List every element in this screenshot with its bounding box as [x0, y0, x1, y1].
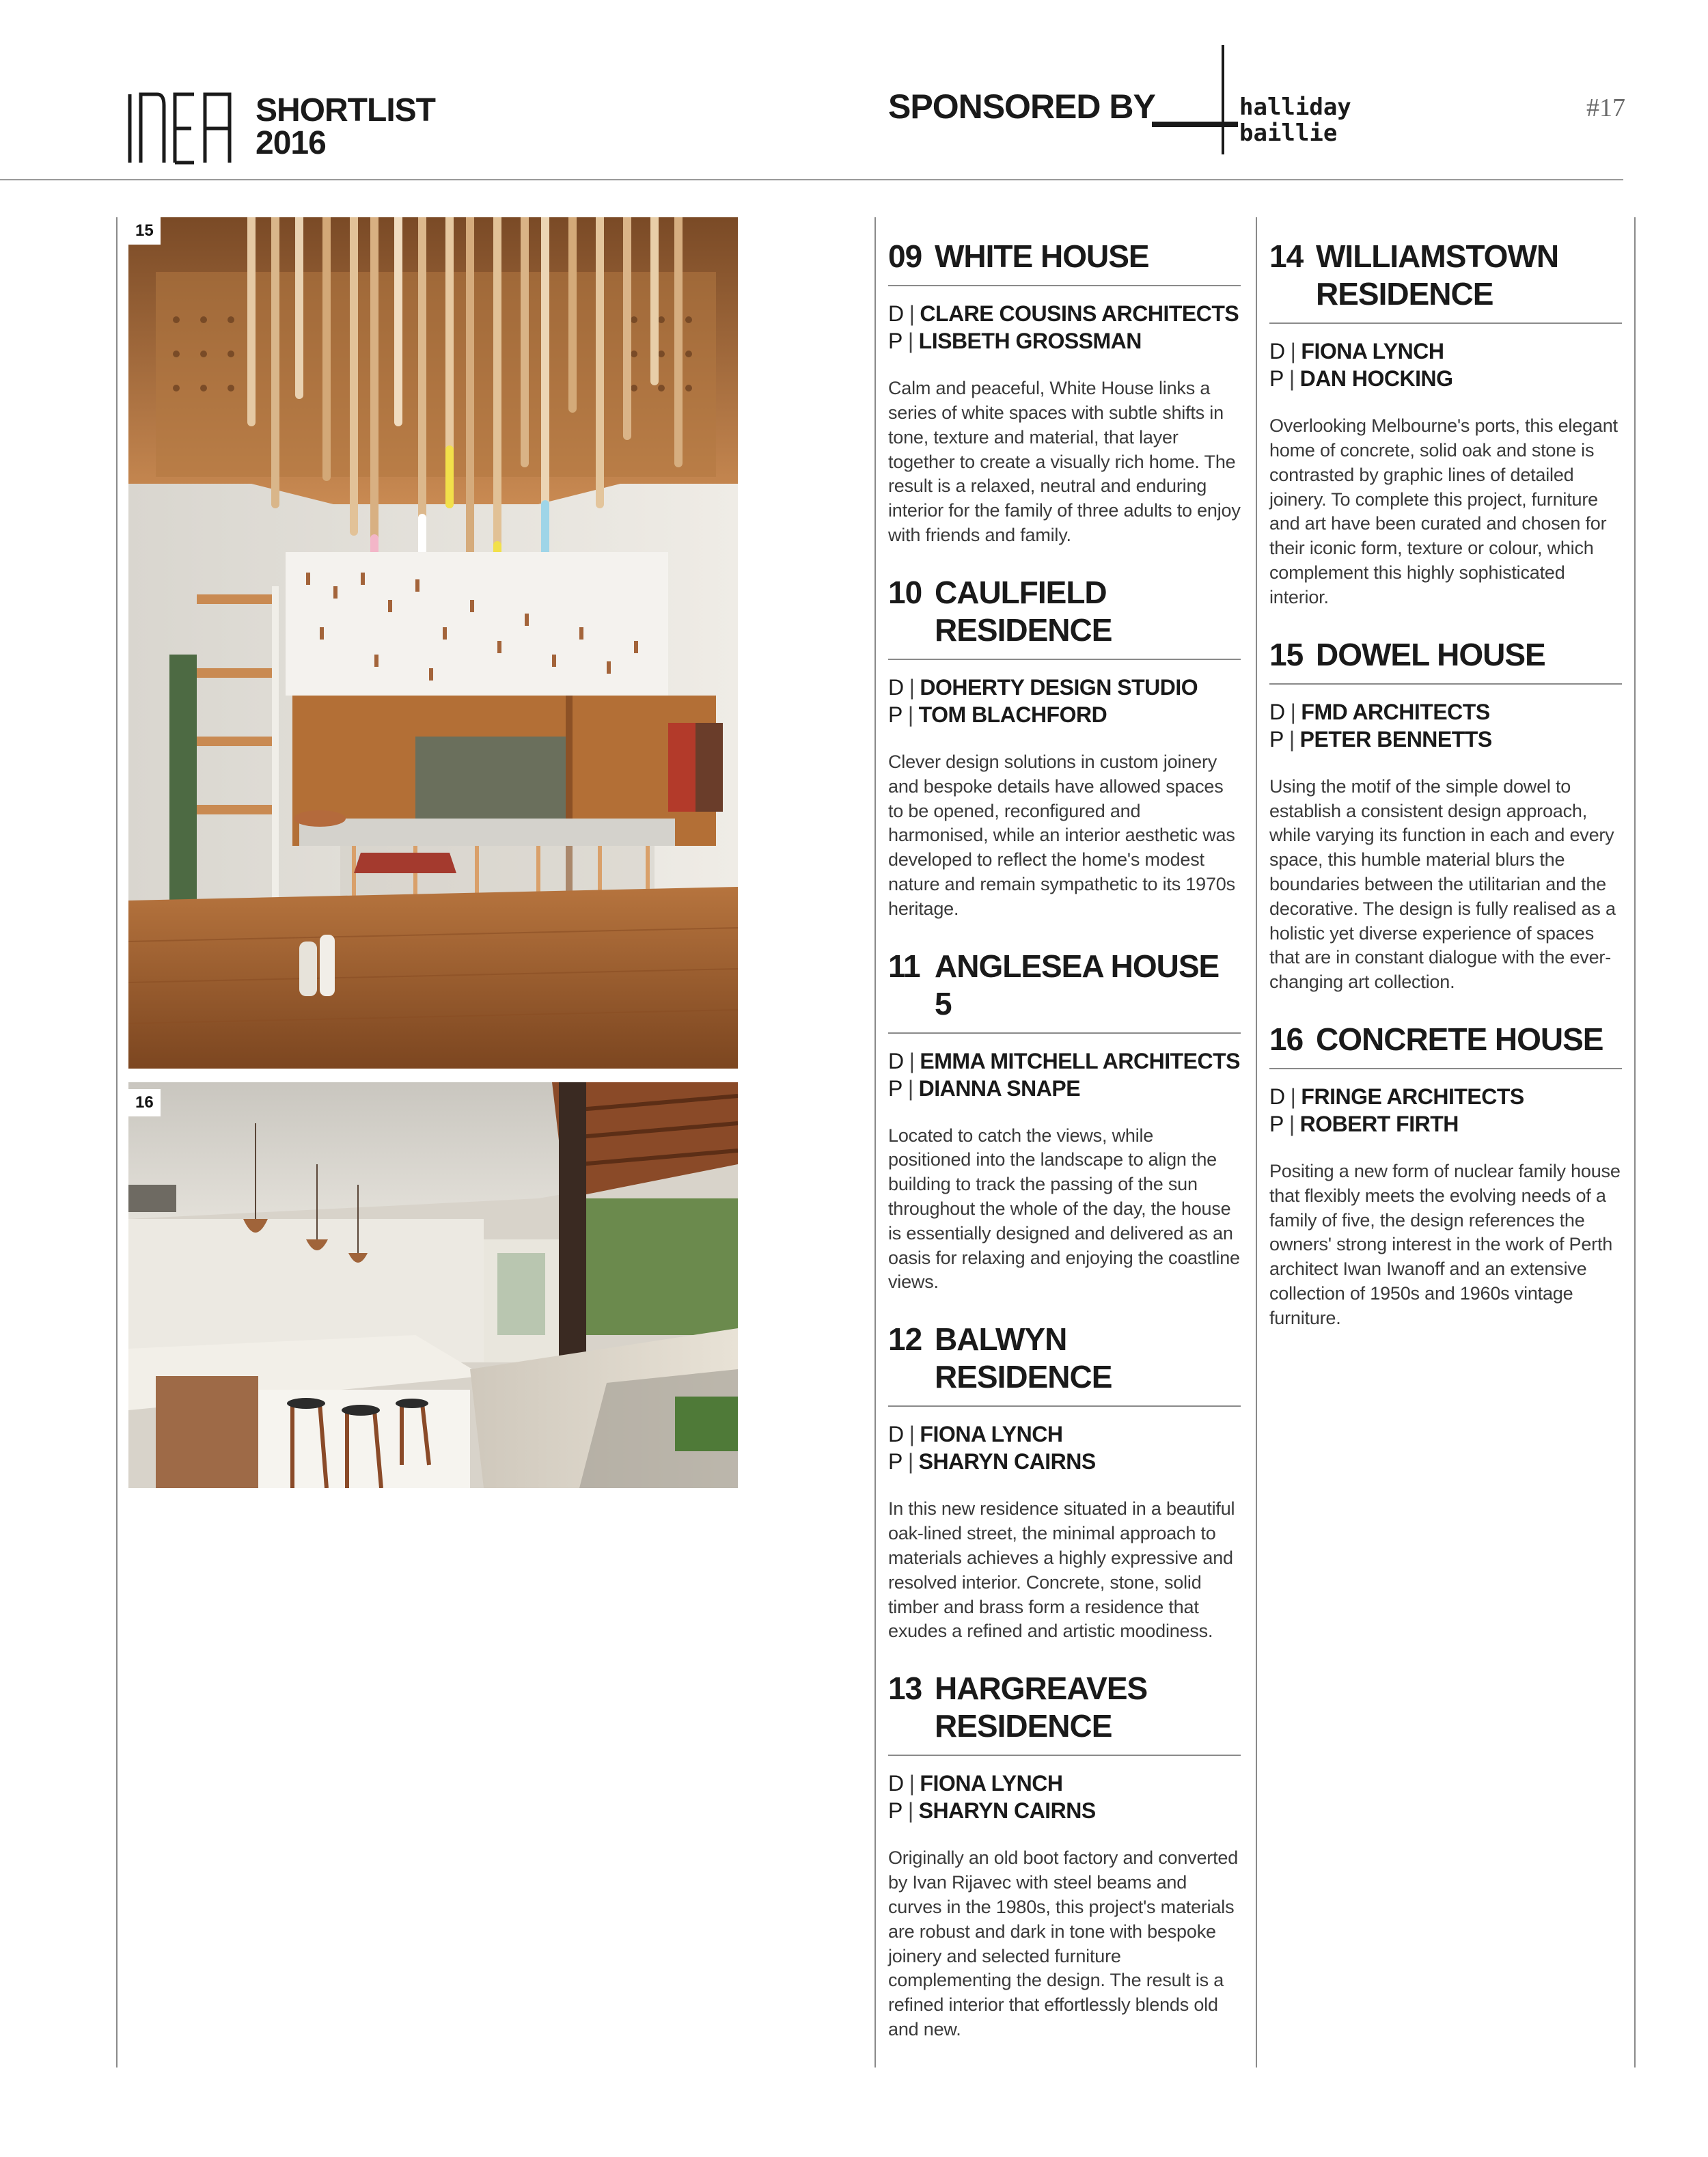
photo-label-16: 16: [128, 1089, 161, 1116]
credit-separator: |: [1290, 339, 1296, 364]
designer-name: FIONA LYNCH: [920, 1422, 1063, 1447]
project-number: 12: [888, 1321, 922, 1358]
designer-credit: [888, 1047, 1241, 1075]
designer-name: FIONA LYNCH: [920, 1771, 1063, 1796]
photographer-name: ROBERT FIRTH: [1299, 1112, 1459, 1137]
photographer-label: P: [888, 329, 903, 354]
project-name: HARGREAVES RESIDENCE: [935, 1671, 1148, 1744]
photographer-credit: [888, 1797, 1241, 1824]
designer-credit: [888, 674, 1241, 701]
shortlist-year: 2016: [256, 125, 326, 161]
sponsor-name: [1239, 94, 1351, 146]
project-entry-15: [1269, 636, 1622, 995]
project-name: BALWYN RESIDENCE: [935, 1321, 1112, 1395]
project-title: [888, 238, 1241, 286]
designer-name: FIONA LYNCH: [1301, 339, 1444, 364]
photographer-label: P: [888, 702, 903, 727]
project-entry-11: [888, 948, 1241, 1295]
designer-credit: [888, 1770, 1241, 1797]
photographer-credit: [888, 1448, 1241, 1475]
project-description: Located to catch the views, while positioned into the landscape to align the building to track the passing of the sun throughout the whole of the day, the house is essentially designed and delivered as an oasis for relaxing and enjoying the coastline views.: [888, 1125, 1240, 1293]
project-number: 16: [1269, 1021, 1304, 1058]
designer-name: FRINGE ARCHITECTS: [1301, 1084, 1524, 1110]
photo-label-15: 15: [128, 217, 161, 245]
credit-separator: |: [1290, 1084, 1296, 1110]
designer-credit: [888, 1420, 1241, 1448]
idea-logo: [127, 92, 234, 165]
designer-label: D: [1269, 1084, 1285, 1110]
project-name: CAULFIELD RESIDENCE: [935, 574, 1112, 648]
designer-label: D: [1269, 699, 1285, 724]
project-title: [888, 948, 1241, 1034]
credit-separator: |: [1289, 1112, 1295, 1137]
designer-name: EMMA MITCHELL ARCHITECTS: [920, 1048, 1240, 1073]
designer-label: D: [888, 1048, 904, 1073]
credit-separator: |: [907, 1798, 913, 1824]
designer-name: FMD ARCHITECTS: [1301, 699, 1490, 724]
designer-credit: [1269, 698, 1622, 726]
credit-separator: |: [907, 1075, 913, 1101]
sponsor-line2: baillie: [1239, 120, 1338, 147]
project-title: [1269, 636, 1622, 685]
credit-separator: |: [909, 1422, 915, 1447]
project-title: [888, 1670, 1241, 1756]
photographer-label: P: [1269, 726, 1284, 752]
photographer-name: LISBETH GROSSMAN: [918, 329, 1142, 354]
project-entry-10: [888, 574, 1241, 922]
credit-separator: |: [909, 1048, 915, 1073]
photographer-name: DIANNA SNAPE: [918, 1075, 1081, 1101]
project-description: Calm and peaceful, White House links a series of white spaces with subtle shifts in tone, texture and material, that layer together to create a visually rich home. The result is a relaxed, neutral and enduring interior for the family of three adults to enjoy with friends and family.: [888, 378, 1241, 545]
designer-label: D: [1269, 339, 1285, 364]
left-margin-divider: [116, 217, 118, 2067]
credit-separator: |: [1290, 699, 1296, 724]
column-divider-3: [1634, 217, 1636, 2067]
project-description: Overlooking Melbourne's ports, this elegant home of concrete, solid oak and stone is contrasted by graphic lines of detailed joinery. To complete this project, furniture and art have been curated and chosen for their iconic form, texture or colour, which complement this highly sophisticated interior.: [1269, 415, 1618, 607]
designer-name: CLARE COUSINS ARCHITECTS: [920, 301, 1239, 327]
project-entry-09: [888, 238, 1241, 548]
project-title: [888, 574, 1241, 660]
photographer-credit: [1269, 365, 1622, 392]
photographer-label: P: [888, 1075, 903, 1101]
credit-separator: |: [909, 301, 915, 327]
project-column-2: [1269, 212, 1622, 1331]
project-name: DOWEL HOUSE: [1316, 636, 1545, 672]
project-column-1: [888, 212, 1241, 2042]
photographer-credit: [888, 1075, 1241, 1102]
photographer-label: P: [888, 1449, 903, 1474]
designer-label: D: [888, 674, 904, 700]
project-entry-14: [1269, 238, 1622, 609]
designer-credit: [1269, 1083, 1622, 1110]
project-entry-12: [888, 1321, 1241, 1644]
designer-credit: [888, 300, 1241, 327]
project-description: Clever design solutions in custom joinery and bespoke details have allowed spaces to be opened, reconfigured and harmonised, while an interior aesthetic was developed to reflect the home's modest nature and remain sympathetic to its 1970s heritage.: [888, 751, 1235, 919]
project-number: 14: [1269, 238, 1304, 275]
photographer-name: TOM BLACHFORD: [918, 702, 1107, 727]
column-divider-1: [874, 217, 876, 2067]
project-number: 15: [1269, 636, 1304, 672]
photographer-credit: [888, 327, 1241, 355]
credit-separator: |: [909, 674, 915, 700]
photographer-label: P: [1269, 366, 1284, 391]
project-number: 09: [888, 238, 922, 275]
photographer-name: PETER BENNETTS: [1299, 726, 1492, 752]
project-description: Using the motif of the simple dowel to establish a consistent design approach, while varying its function in each and every space, this humble material blurs the boundaries between the utilitarian and the decorative. The design is fully realised as a holistic yet diverse experience of spaces that are in constant dialogue with the ever-changing art collection.: [1269, 775, 1616, 993]
designer-name: DOHERTY DESIGN STUDIO: [920, 674, 1198, 700]
project-entry-13: [888, 1670, 1241, 2042]
header-divider: [0, 179, 1623, 180]
project-name: WHITE HOUSE: [935, 238, 1149, 275]
column-divider-2: [1256, 217, 1257, 2067]
credit-separator: |: [907, 702, 913, 727]
project-entry-16: [1269, 1021, 1622, 1331]
photo-dowel-house: [128, 217, 738, 1069]
photographer-label: P: [1269, 1112, 1284, 1137]
sponsor-line1: halliday: [1239, 94, 1351, 121]
credit-separator: |: [1289, 726, 1295, 752]
photographer-label: P: [888, 1798, 903, 1824]
designer-label: D: [888, 301, 904, 327]
project-description: In this new residence situated in a beautiful oak-lined street, the minimal approach to materials achieves a highly expressive and resolved interior. Concrete, stone, solid timber and brass form a residence that exudes a refined and artistic moodiness.: [888, 1498, 1235, 1642]
project-title: [1269, 1021, 1622, 1069]
photographer-credit: [1269, 726, 1622, 753]
shortlist-label: SHORTLIST: [256, 92, 435, 128]
photo-concrete-house: [128, 1082, 738, 1488]
project-description: Positing a new form of nuclear family house that flexibly meets the evolving needs of a family of five, the design references the owners' strong interest in the work of Perth architect Iwan Iwanoff and an extensive collection of 1950s and 1960s vintage furniture.: [1269, 1161, 1621, 1328]
project-description: Originally an old boot factory and converted by Ivan Rijavec with steel beams and curves in the 1980s, this project's materials are robust and dark in tone with bespoke joinery and selected furniture complementing the design. The result is a refined interior that effortlessly blends old and new.: [888, 1847, 1239, 2039]
credit-separator: |: [907, 329, 913, 354]
project-number: 10: [888, 574, 922, 610]
page-number: #17: [1586, 94, 1625, 122]
project-number: 11: [888, 948, 920, 984]
project-name: CONCRETE HOUSE: [1316, 1021, 1603, 1058]
project-title: [888, 1321, 1241, 1407]
photographer-credit: [888, 701, 1241, 728]
shortlist-heading: [256, 94, 435, 160]
project-name: ANGLESEA HOUSE 5: [935, 948, 1220, 1021]
designer-label: D: [888, 1771, 904, 1796]
designer-credit: [1269, 338, 1622, 365]
photographer-name: SHARYN CAIRNS: [918, 1798, 1096, 1824]
sponsored-by-label: SPONSORED BY: [888, 87, 1155, 126]
photographer-name: DAN HOCKING: [1299, 366, 1453, 391]
project-title: [1269, 238, 1622, 324]
credit-separator: |: [909, 1771, 915, 1796]
photographer-credit: [1269, 1110, 1622, 1138]
credit-separator: |: [1289, 366, 1295, 391]
designer-label: D: [888, 1422, 904, 1447]
project-name: WILLIAMSTOWN RESIDENCE: [1316, 238, 1559, 312]
photographer-name: SHARYN CAIRNS: [918, 1449, 1096, 1474]
credit-separator: |: [907, 1449, 913, 1474]
project-number: 13: [888, 1671, 922, 1707]
